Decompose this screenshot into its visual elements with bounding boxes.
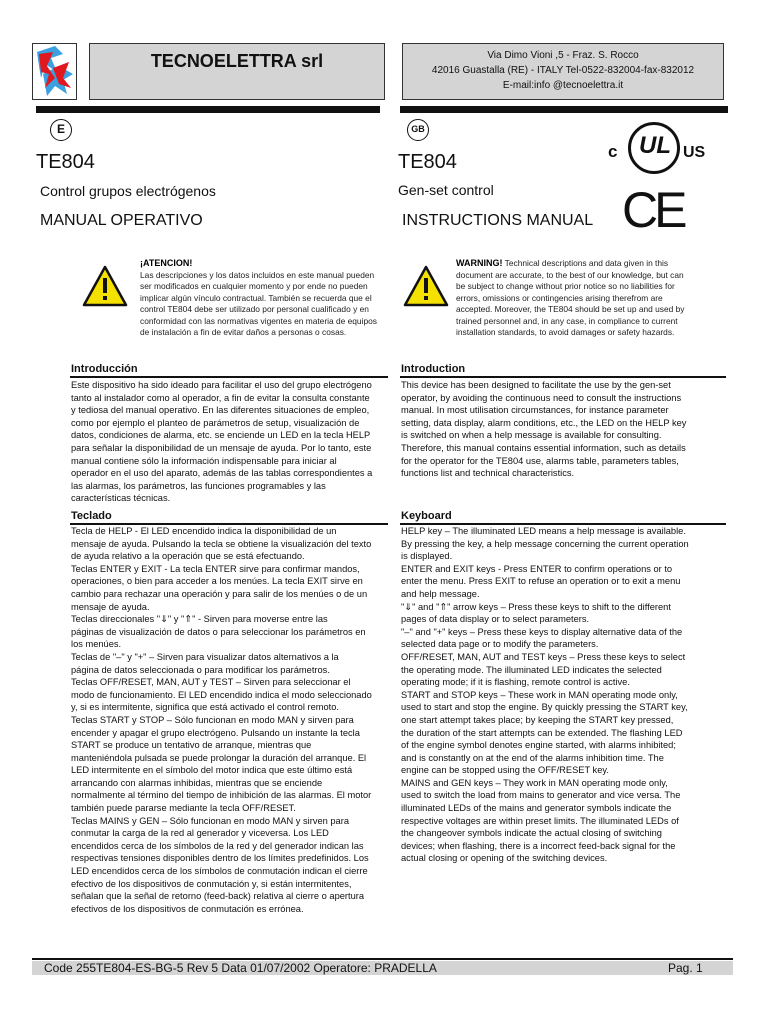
text-line: respective voltages are within preset limits. The illuminated LEDs of: [401, 815, 679, 826]
left-manual-title: MANUAL OPERATIVO: [40, 212, 203, 229]
text-line: operaciones, o bien para acceder a los menúes. La tecla EXIT sirve en: [71, 576, 363, 587]
text-line: los menúes.: [71, 639, 122, 650]
text-line: operator, by avoiding the continuous need to consult the instructions: [401, 392, 682, 403]
warning-line: accepted. Moreover, the TE804 should be set up and used by: [456, 304, 685, 314]
text-line: encender y apagar el grupo electrógeno. Pulsando un instante la tecla: [71, 727, 360, 738]
text-line: MAINS and GEN keys – They work in MAN operating mode only,: [401, 777, 668, 788]
footer-bar: [32, 961, 733, 975]
ul-c-letter: c: [608, 142, 618, 161]
text-line: manual contiene sólo la información indispensable para iniciar al: [71, 455, 337, 466]
ul-letters: UL: [639, 132, 671, 159]
warning-line: document are accurate, to the best of our knowledge, but can: [456, 269, 684, 280]
text-line: and is constantly on at the end of the alarms inhibition time. The: [401, 752, 664, 763]
text-line: operador en el uso del aparato, además de las tablas correspondientes a: [71, 468, 373, 479]
company-logo: [32, 43, 77, 100]
header-divider-right: [400, 106, 728, 113]
ul-certification-mark: [608, 122, 706, 174]
text-line: START se produce un tentativo de arranque, mientras que: [71, 740, 312, 751]
text-line: páginas de visualización de datos o para seleccionar los parámetros en: [71, 626, 366, 637]
text-line: mensaje de ayuda.: [71, 601, 150, 612]
text-line: cambio para rechazar una operación y para salir de los menúes o de un: [71, 588, 368, 599]
text-line: "⇓" and "⇑" arrow keys – Press these keys to shift to the different: [401, 601, 671, 612]
english-flag-icon: GB: [407, 119, 429, 141]
text-line: functions list and technical characteristics.: [401, 468, 575, 479]
text-line: selected data page or to modify the parameters.: [401, 639, 599, 650]
spanish-flag-icon: E: [50, 119, 72, 141]
left-intro-title: Introducción: [71, 363, 138, 375]
right-keyboard-title: Keyboard: [401, 510, 452, 522]
warning-line: implicar algún vínculo contractual. También se recuerda que el: [140, 292, 372, 303]
text-line: the changeover symbols indicate the actual closing of switching: [401, 828, 662, 839]
text-line: devices; when flashing, there is a incorrect feed-back signal for the: [401, 840, 676, 851]
footer-page-number: Pag. 1: [668, 961, 703, 975]
text-line: actual closing or opening of the switching devices.: [401, 853, 608, 864]
text-line: START and STOP keys – These work in MAN operating mode only,: [401, 689, 678, 700]
text-line: tanto al instalador como al operador, a fin de evitar la consulta constante: [71, 392, 370, 403]
text-line: Teclas de "–" y "+" – Sirven para visualizar datos alternativos a la: [71, 651, 339, 662]
text-line: is displayed.: [401, 551, 453, 562]
warning-line: errors, omissions or contingencies arising therefrom are: [456, 292, 663, 303]
warning-line: de instalación a fin de evitar daños a personas o cosas.: [140, 327, 347, 337]
text-line: efectivos de los dispositivos de conmutación es errónea.: [71, 903, 304, 914]
text-line: manual. In most utilisation circumstances, for instance parameter: [401, 405, 669, 416]
footer-document-code: Code 255TE804-ES-BG-5 Rev 5 Data 01/07/2002 Operatore: PRADELLA: [44, 961, 437, 975]
left-warning: [140, 258, 390, 339]
left-intro-body: [71, 379, 391, 505]
text-line: operating mode; if it is flashing, remote control is active.: [401, 677, 630, 688]
text-line: conmutar la carga de la red al generador y viceversa. Los LED: [71, 828, 329, 839]
text-line: y tediosa del manual operativo. En las diferentes situaciones de empleo,: [71, 405, 370, 416]
text-line: Teclas OFF/RESET, MAN, AUT y TEST – Sirven para seleccionar el: [71, 677, 351, 688]
text-line: Teclas MAINS y GEN – Sólo funcionan en modo MAN y sirven para: [71, 815, 349, 826]
text-line: Este dispositivo ha sido ideado para facilitar el uso del grupo electrógeno: [71, 380, 372, 390]
text-line: the duration of the start attempts can be extended. The flashing LED: [401, 727, 683, 738]
text-line: LED intermitente en el símbolo del motor indica que este último está: [71, 765, 353, 776]
text-line: and help message.: [401, 588, 480, 599]
text-line: enter the menu. Press EXIT to refuse an operation or to exit a menu: [401, 576, 681, 587]
warning-line: installation standards, to avoid damages or safety hazards.: [456, 327, 675, 337]
header-divider-left: [36, 106, 380, 113]
address-line-3: E-mail:info @tecnoelettra.it: [502, 80, 624, 91]
section-rule: [400, 376, 726, 378]
section-rule: [70, 376, 388, 378]
ce-mark: CE: [622, 182, 684, 238]
text-line: "–" and "+" keys – Press these keys to display alternative data of the: [401, 626, 683, 637]
right-manual-title: INSTRUCTIONS MANUAL: [402, 212, 594, 229]
text-line: used to switch the load from mains to generator and vice versa. The: [401, 790, 681, 801]
address-line-2: 42016 Guastalla (RE) - ITALY Tel-0522-832004-fax-832012: [431, 65, 695, 76]
right-keyboard-body: [401, 525, 727, 865]
text-line: OFF/RESET, MAN, AUT and TEST keys – Press these keys to select: [401, 651, 686, 662]
text-line: también puede pararse mediante la tecla OFF/RESET.: [71, 803, 296, 814]
text-line: respectivas tensiones disponibles dentro de los límites predefinidos. Los: [71, 853, 369, 864]
right-warning-title: WARNING!: [456, 258, 503, 268]
text-line: Tecla de HELP - El LED encendido indica la disponibilidad de un: [71, 526, 337, 536]
text-line: modo de funcionamiento. El LED encendido indica el modo seleccionado: [71, 689, 372, 700]
ul-circle-icon: [628, 122, 680, 174]
text-line: y, si es intermitente, significa que está activado el control remoto.: [71, 702, 340, 713]
text-line: para señalar la disponibilidad de un mensaje de ayuda. Por lo tanto, este: [71, 442, 372, 453]
text-line: Therefore, this manual contains essential information, such as details: [401, 442, 686, 453]
left-keyboard-body: [71, 525, 391, 915]
text-line: engine can be stopped using the OFF/RESET key.: [401, 765, 609, 776]
text-line: mensaje de ayuda. Pulsando la tecla se obtiene la visualización del texto: [71, 538, 372, 549]
warning-triangle-icon: [82, 265, 128, 307]
right-subtitle: Gen-set control: [398, 182, 494, 198]
left-keyboard-title: Teclado: [71, 510, 112, 522]
address-line-1: Via Dimo Vioni ,5 - Fraz. S. Rocco: [487, 50, 639, 61]
footer-rule: [32, 958, 733, 960]
text-line: setting, data display, alarm conditions, etc., the LED on the HELP key: [401, 417, 687, 428]
left-warning-title: ¡ATENCION!: [140, 258, 193, 268]
left-model-title: TE804: [36, 151, 95, 173]
text-line: señalan que la señal de retorno (feed-back) relativa al cierre o apertura: [71, 891, 365, 902]
warning-line: be subject to change without prior notice so no liabilities for: [456, 281, 675, 291]
company-address: [402, 43, 724, 100]
text-line: características técnicas.: [71, 493, 171, 504]
warning-line: ser modificados en cualquier momento y por ende no pueden: [140, 281, 368, 291]
text-line: encendidos cerca de los símbolos de la red y del generador indican las: [71, 840, 364, 851]
text-line: Teclas START y STOP – Sólo funcionan en modo MAN y sirven para: [71, 714, 354, 725]
warning-line: trained personnel and, in any case, in compliance to current: [456, 315, 678, 326]
text-line: Teclas direccionales "⇓" y "⇑" - Sirven para moverse entre las: [71, 614, 328, 625]
ul-us-letters: US: [683, 144, 706, 161]
text-line: pages of data display or to select parameters.: [401, 614, 590, 625]
right-intro-title: Introduction: [401, 363, 466, 375]
text-line: página de datos seleccionada o para modificar los parámetros.: [71, 664, 330, 675]
text-line: one start attempt takes place; by keeping the START key pressed,: [401, 714, 674, 725]
text-line: normalmente al término del tiempo de inhibición de las alarmas. El motor: [71, 790, 372, 801]
warning-triangle-icon: [403, 265, 449, 307]
text-line: This device has been designed to facilitate the use by the gen-set: [401, 380, 671, 390]
tecnoelettra-logo-icon: [33, 44, 76, 99]
warning-line: Las descripciones y los datos incluidos en este manual pueden: [140, 269, 375, 280]
text-line: ENTER and EXIT keys - Press ENTER to confirm operations or to: [401, 563, 673, 574]
left-subtitle: Control grupos electrógenos: [40, 183, 216, 199]
right-intro-body: [401, 379, 727, 480]
text-line: de ayuda relativo a la operación que se está efectuando.: [71, 551, 305, 562]
text-line: is switched on when a help message is available for consulting.: [401, 430, 662, 441]
text-line: datos, condiciones de alarma, etc. se enciende un LED en la tecla HELP: [71, 430, 371, 441]
text-line: manteniéndola pulsada se puede prolongar la duración del arranque. El: [71, 752, 367, 763]
text-line: las alarmas, los parámetros, las funciones programables y las: [71, 480, 326, 491]
warning-line: conformidad con las normativas vigentes en materia de equipos: [140, 315, 377, 326]
text-line: of the engine symbol denotes engine started, with alarms inhibited;: [401, 740, 676, 751]
warning-line: control TE804 debe ser utilizado por personal cualificado y en: [140, 304, 369, 314]
text-line: HELP key – The illuminated LED means a help message is available.: [401, 526, 686, 536]
text-line: used to start and stop the engine. By quickly pressing the START key,: [401, 702, 688, 713]
text-line: LED encendidos cerca de los símbolos de conmutación indican el cierre: [71, 866, 368, 877]
warning-line: Technical descriptions and data given in this: [502, 258, 669, 268]
right-model-title: TE804: [398, 151, 457, 173]
text-line: efectivo de los dispositivos de conmutación y, si están intermitentes,: [71, 878, 352, 889]
right-warning: [456, 258, 736, 339]
text-line: By pressing the key, a help message concerning the current operation: [401, 538, 689, 549]
text-line: arrancando con alarmas inhibidas, mientras que se enciende: [71, 777, 323, 788]
text-line: for the operator for the TE804 use, alarms table, parameters tables,: [401, 455, 679, 466]
company-name: TECNOELETTRA srl: [89, 43, 385, 100]
text-line: Teclas ENTER y EXIT - La tecla ENTER sirve para confirmar mandos,: [71, 563, 360, 574]
text-line: illuminated LEDs of the mains and generator symbols indicate the: [401, 803, 672, 814]
text-line: como por ejemplo el planteo de parámetros de setup, visualización de: [71, 417, 360, 428]
text-line: the operating mode. The illuminated LED indicates the selected: [401, 664, 662, 675]
